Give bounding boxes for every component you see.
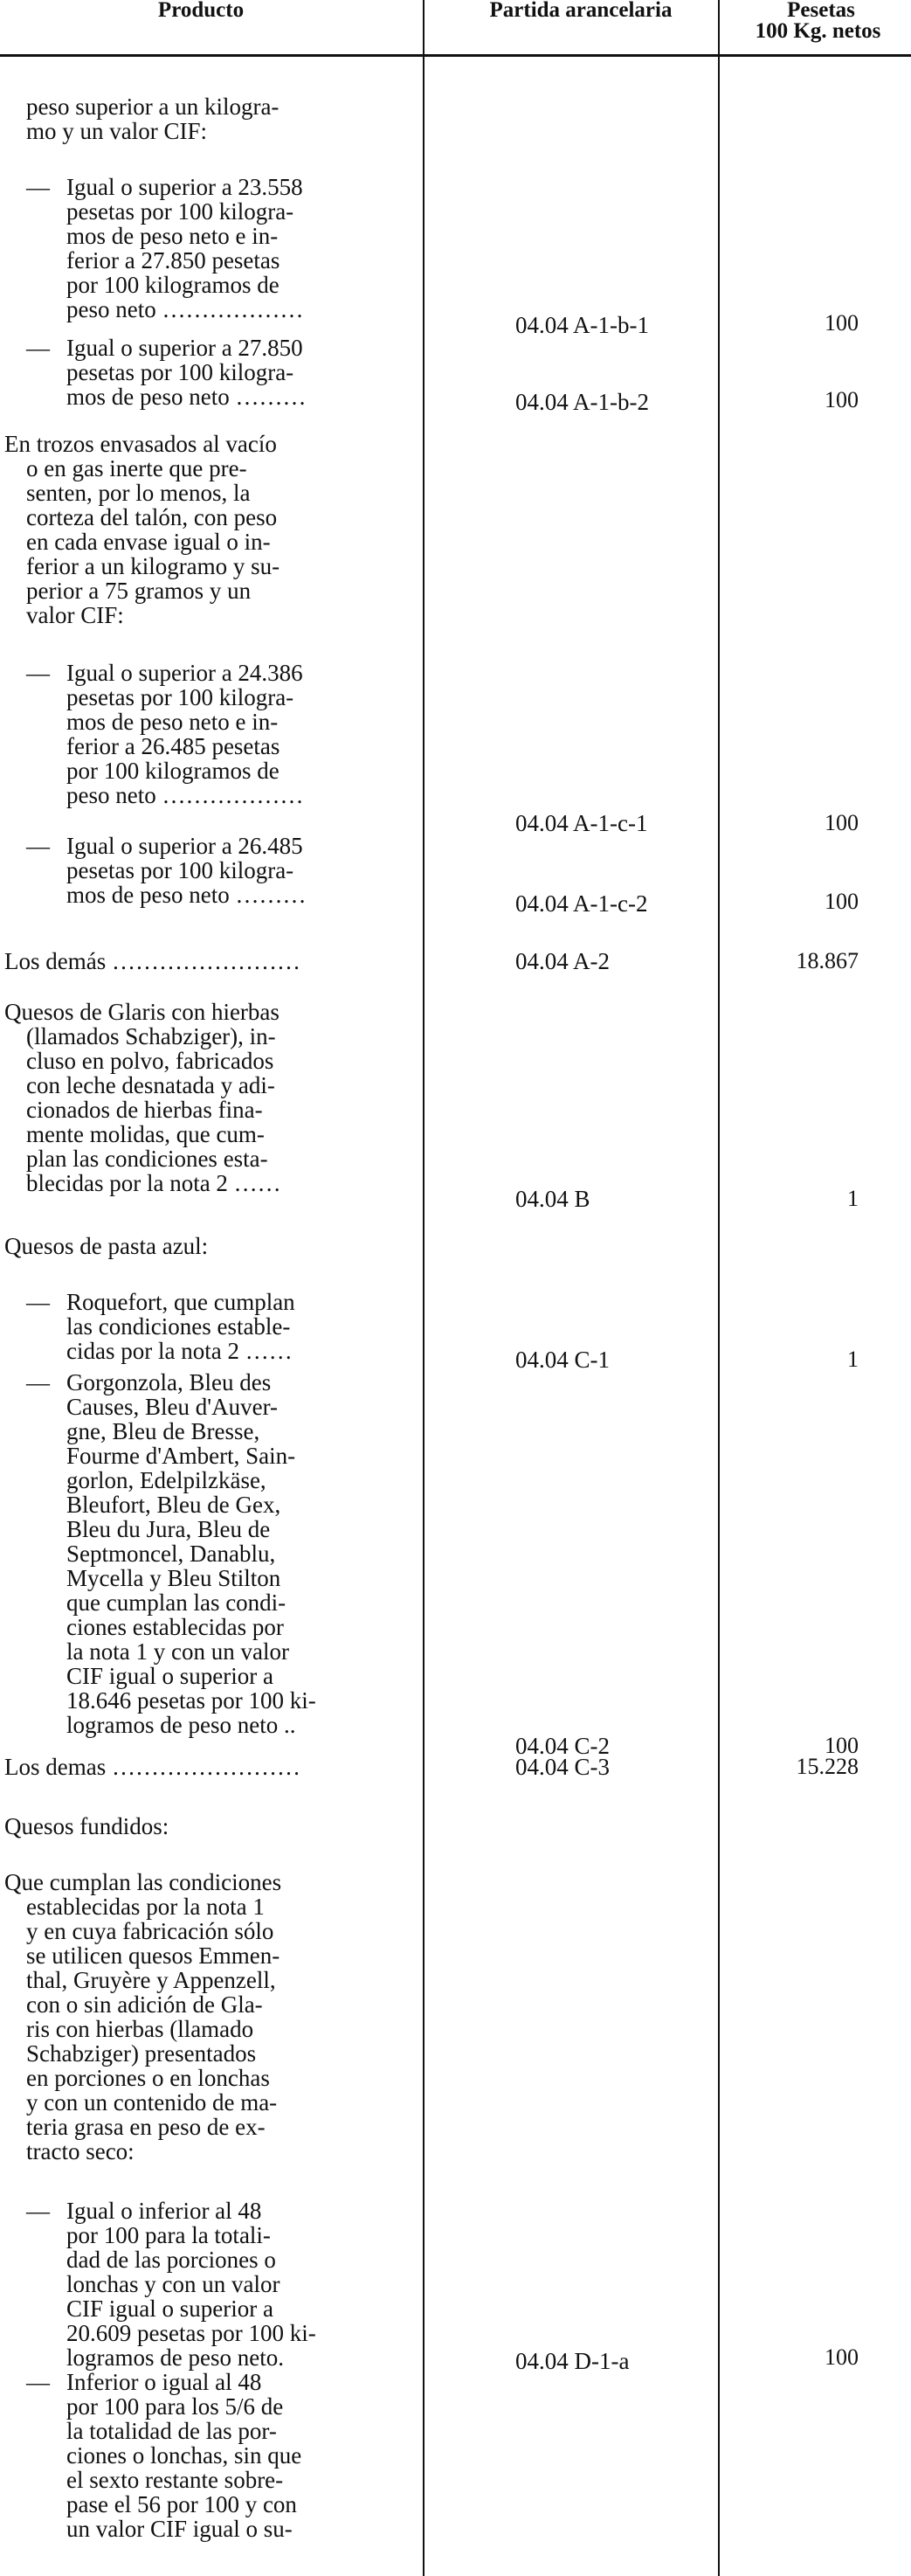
pesetas-value: 100	[825, 387, 859, 412]
header-pesetas-unit: 100 Kg. netos	[755, 19, 881, 43]
text-line: dad de las porciones o	[66, 2247, 276, 2273]
text-line: tracto seco:	[26, 2138, 135, 2164]
text-line: cluso en polvo, fabricados	[26, 1048, 274, 1074]
text-line: y en cuya fabricación sólo	[26, 1918, 274, 1944]
text-line: un valor CIF igual o su-	[66, 2516, 293, 2542]
text-line: logramos de peso neto ..	[66, 1712, 296, 1738]
text-line: por 100 para los 5/6 de	[66, 2393, 284, 2420]
partida-code: 04.04 D-1-a	[515, 2348, 630, 2374]
text-line: y con un contenido de ma-	[26, 2089, 278, 2116]
column-rule-2	[718, 0, 720, 2576]
dash-bullet: —	[26, 174, 50, 200]
text-line: valor CIF:	[26, 602, 124, 628]
text-line: por 100 para la totali-	[66, 2222, 271, 2248]
text-line: pase el 56 por 100 y con	[66, 2491, 297, 2517]
text-line: ciones o lonchas, sin que	[66, 2442, 302, 2469]
dash-bullet: —	[26, 1289, 50, 1315]
pesetas-value: 100	[825, 2344, 859, 2370]
text-line: mos de peso neto ………	[66, 882, 307, 908]
text-line: Los demás ……………………	[4, 948, 300, 974]
text-line: mos de peso neto ………	[66, 384, 307, 410]
dash-bullet: —	[26, 833, 50, 859]
pesetas-value: 1	[847, 1186, 859, 1211]
text-line: En trozos envasados al vacío	[4, 431, 277, 457]
text-line: en porciones o en lonchas	[26, 2065, 270, 2091]
text-line: Inferior o igual al 48	[66, 2369, 262, 2395]
text-line: (llamados Schabziger), in-	[26, 1023, 276, 1049]
partida-code: 04.04 A-1-c-2	[515, 890, 648, 917]
text-line: con o sin adición de Gla-	[26, 1991, 263, 2018]
header-partida: Partida arancelaria	[489, 0, 673, 22]
text-line: gne, Bleu de Bresse,	[66, 1418, 260, 1444]
text-line: mente molidas, que cum-	[26, 1121, 265, 1147]
text-line: CIF igual o superior a	[66, 1663, 273, 1689]
partida-code: 04.04 A-2	[515, 948, 610, 974]
text-line: Igual o superior a 26.485	[66, 833, 303, 859]
text-line: por 100 kilogramos de	[66, 272, 280, 298]
text-line: Bleufort, Bleu de Gex,	[66, 1492, 281, 1518]
partida-code: 04.04 C-1	[515, 1347, 610, 1373]
text-line: Igual o superior a 23.558	[66, 174, 303, 200]
text-line: pesetas por 100 kilogra-	[66, 198, 294, 225]
text-line: mos de peso neto e in-	[66, 709, 279, 735]
header-rule	[0, 54, 911, 57]
header-producto: Producto	[157, 0, 245, 22]
dash-bullet: —	[26, 1369, 50, 1395]
text-line: peso neto ………………	[66, 296, 304, 322]
partida-code: 04.04 A-1-b-2	[515, 389, 649, 415]
section-heading: Quesos fundidos:	[4, 1813, 169, 1839]
text-line: mo y un valor CIF:	[26, 118, 207, 144]
text-line: Fourme d'Ambert, Sain-	[66, 1443, 296, 1469]
text-line: cionados de hierbas fina-	[26, 1097, 263, 1123]
text-line: Bleu du Jura, Bleu de	[66, 1516, 271, 1542]
text-line: plan las condiciones esta-	[26, 1146, 268, 1172]
text-line: corteza del talón, con peso	[26, 504, 278, 530]
text-line: Igual o superior a 24.386	[66, 660, 303, 686]
partida-code: 04.04 A-1-c-1	[515, 810, 648, 836]
text-line: se utilicen quesos Emmen-	[26, 1942, 280, 1969]
text-line: ferior a 27.850 pesetas	[66, 247, 280, 274]
text-line: pesetas por 100 kilogra-	[66, 359, 294, 385]
pesetas-value: 1	[847, 1347, 859, 1372]
pesetas-value: 100	[825, 310, 859, 336]
header-pesetas: Pesetas	[787, 0, 855, 22]
text-line: peso neto ………………	[66, 782, 304, 808]
text-line: establecidas por la nota 1	[26, 1894, 265, 1920]
text-line: Igual o inferior al 48	[66, 2198, 262, 2224]
text-line: ris con hierbas (llamado	[26, 2016, 254, 2042]
text-line: thal, Gruyère y Appenzell,	[26, 1967, 276, 1993]
pesetas-value: 18.867	[796, 948, 859, 973]
dash-bullet: —	[26, 660, 50, 686]
text-line: por 100 kilogramos de	[66, 758, 280, 784]
dash-bullet: —	[26, 2369, 50, 2395]
pesetas-value: 100	[825, 889, 859, 914]
text-line: logramos de peso neto.	[66, 2344, 284, 2371]
section-heading: Quesos de pasta azul:	[4, 1233, 209, 1259]
text-line: con leche desnatada y adi-	[26, 1072, 275, 1098]
text-line: la nota 1 y con un valor	[66, 1638, 289, 1665]
text-line: cidas por la nota 2 ……	[66, 1338, 293, 1364]
text-line: Que cumplan las condiciones	[4, 1869, 282, 1895]
partida-code: 04.04 C-3	[515, 1754, 610, 1780]
text-line: Septmoncel, Danablu,	[66, 1541, 276, 1567]
text-line: la totalidad de las por-	[66, 2418, 277, 2444]
text-line: teria grasa en peso de ex-	[26, 2114, 266, 2140]
text-line: Igual o superior a 27.850	[66, 335, 303, 361]
text-line: Quesos de Glaris con hierbas	[4, 999, 280, 1025]
text-line: lonchas y con un valor	[66, 2271, 280, 2297]
text-line: pesetas por 100 kilogra-	[66, 857, 294, 883]
text-line: el sexto restante sobre-	[66, 2467, 284, 2493]
partida-code: 04.04 C-2	[515, 1733, 610, 1759]
text-line: ciones establecidas por	[66, 1614, 284, 1640]
partida-code: 04.04 A-1-b-1	[515, 312, 649, 338]
dash-bullet: —	[26, 335, 50, 361]
text-line: Los demas ……………………	[4, 1754, 300, 1780]
text-line: gorlon, Edelpilzkäse,	[66, 1467, 266, 1493]
column-rule-1	[423, 0, 424, 2576]
partida-code: 04.04 B	[515, 1186, 590, 1212]
text-line: Mycella y Bleu Stilton	[66, 1565, 281, 1591]
text-line: peso superior a un kilogra-	[26, 93, 280, 120]
text-line: que cumplan las condi-	[66, 1589, 286, 1616]
text-line: en cada envase igual o in-	[26, 529, 271, 555]
text-line: Causes, Bleu d'Auver-	[66, 1394, 279, 1420]
text-line: 20.609 pesetas por 100 ki-	[66, 2320, 316, 2346]
text-line: Roquefort, que cumplan	[66, 1289, 295, 1315]
text-line: ferior a un kilogramo y su-	[26, 553, 280, 579]
pesetas-value: 100	[825, 1733, 859, 1758]
dash-bullet: —	[26, 2198, 50, 2224]
pesetas-value: 100	[825, 810, 859, 835]
text-line: 18.646 pesetas por 100 ki-	[66, 1687, 316, 1714]
text-line: ferior a 26.485 pesetas	[66, 733, 280, 759]
text-line: las condiciones estable-	[66, 1313, 291, 1340]
text-line: CIF igual o superior a	[66, 2296, 273, 2322]
text-line: Schabziger) presentados	[26, 2040, 257, 2067]
text-line: Gorgonzola, Bleu des	[66, 1369, 272, 1395]
text-line: o en gas inerte que pre-	[26, 455, 247, 481]
text-line: mos de peso neto e in-	[66, 223, 279, 249]
text-line: senten, por lo menos, la	[26, 480, 251, 506]
pesetas-value: 15.228	[796, 1754, 859, 1779]
text-line: blecidas por la nota 2 ……	[26, 1170, 281, 1196]
text-line: perior a 75 gramos y un	[26, 578, 252, 604]
text-line: pesetas por 100 kilogra-	[66, 684, 294, 710]
